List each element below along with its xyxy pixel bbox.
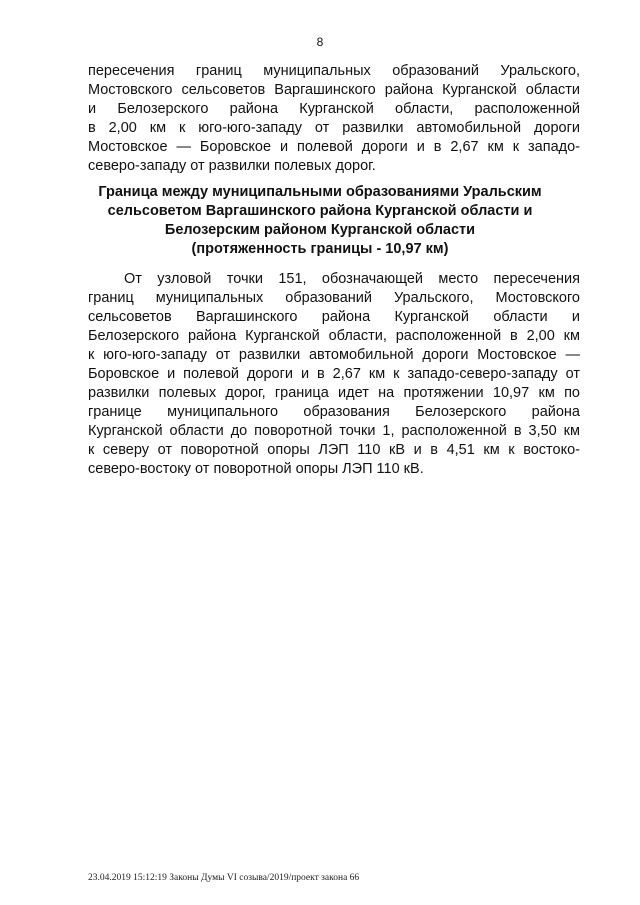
text-line: к юго-юго-западу от развилки автомобильной дороги Мостовское — xyxy=(88,347,580,363)
text-line: пересечения границ муниципальных образований Уральского, xyxy=(88,63,580,79)
document-footer: 23.04.2019 15:12:19 Законы Думы VI созыва/2019/проект закона 66 xyxy=(88,873,360,883)
section-heading xyxy=(0,183,640,259)
heading-line: Белозерским районом Курганской области xyxy=(164,222,476,238)
text-line: Боровское и полевой дороги и в 2,67 км к западо-северо-западу от xyxy=(88,366,580,382)
page-number: 8 xyxy=(316,35,324,49)
text-line: Мостовское — Боровское и полевой дороги и в 2,67 км к западо- xyxy=(88,139,580,155)
text-line: границ муниципальных образований Уральского, Мостовского xyxy=(88,290,580,306)
text-line: в 2,00 км к юго-юго-западу от развилки автомобильной дороги xyxy=(88,120,580,136)
text-line: границе муниципального образования Белозерского района xyxy=(88,404,580,420)
text-line: Белозерского района Курганской области, расположенной в 2,00 км xyxy=(88,328,580,344)
heading-line: (протяженность границы - 10,97 км) xyxy=(191,241,449,257)
text-line: сельсоветов Варгашинского района Курганской области и xyxy=(88,309,580,325)
text-line: Мостовского сельсоветов Варгашинского района Курганской области xyxy=(88,82,580,98)
text-line: и Белозерского района Курганской области, расположенной xyxy=(88,101,580,117)
text-line: развилки полевых дорог, граница идет на протяжении 10,97 км по xyxy=(88,385,580,401)
heading-line: сельсоветом Варгашинского района Курганской области и xyxy=(107,203,533,219)
text-line: северо-востоку от поворотной опоры ЛЭП 110 кВ. xyxy=(88,461,424,477)
paragraph-continued xyxy=(88,62,580,176)
paragraph-main xyxy=(88,270,580,479)
heading-line: Граница между муниципальными образованиями Уральским xyxy=(98,184,542,200)
text-line: северо-западу от развилки полевых дорог. xyxy=(88,158,376,174)
text-line: От узловой точки 151, обозначающей место пересечения xyxy=(124,271,580,287)
text-line: Курганской области до поворотной точки 1, расположенной в 3,50 км xyxy=(88,423,580,439)
text-line: к северу от поворотной опоры ЛЭП 110 кВ и в 4,51 км к востоко- xyxy=(88,442,580,458)
